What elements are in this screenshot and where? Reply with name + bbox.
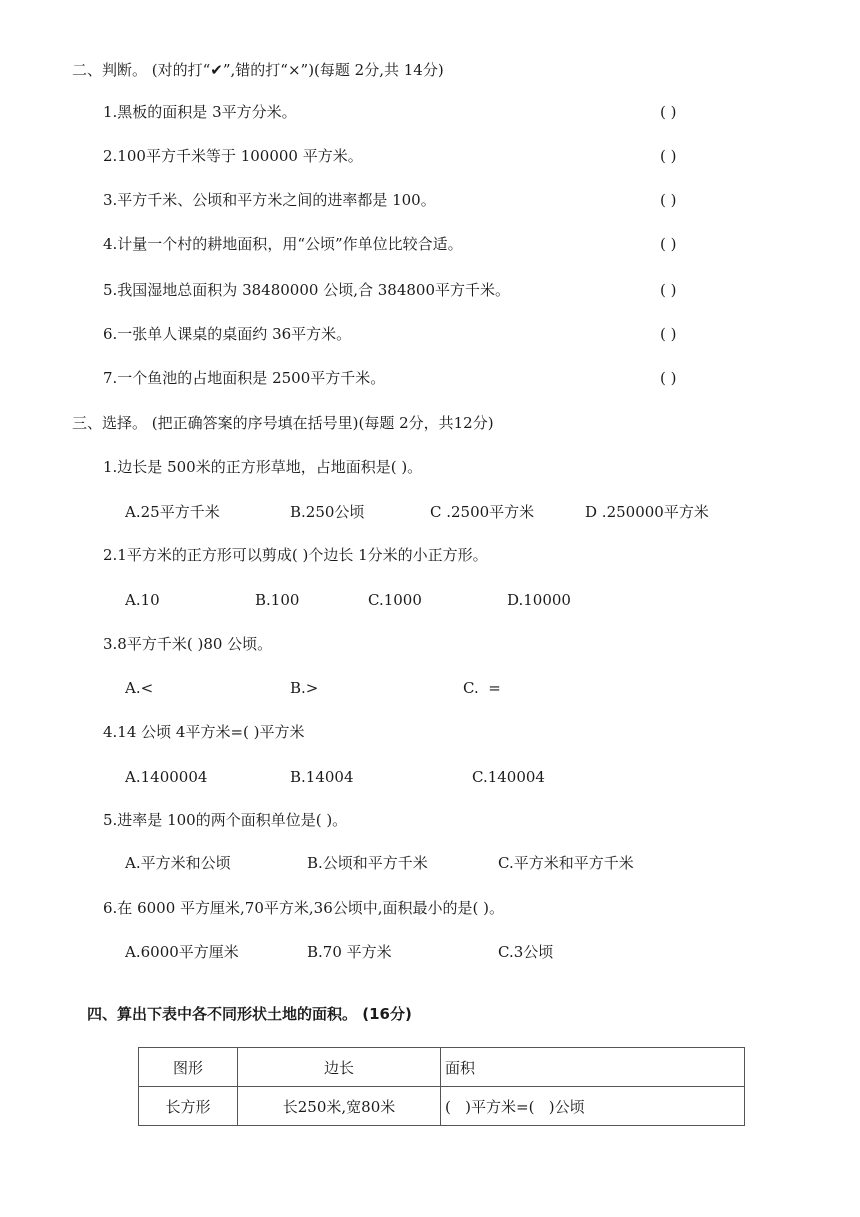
table-header-row	[139, 1048, 745, 1087]
q4-option-c[interactable]: C.140004	[472, 768, 545, 786]
area-table	[138, 1047, 745, 1126]
q6-option-b[interactable]: B.70 平方米	[307, 943, 392, 961]
q2-option-a[interactable]: A.10	[125, 591, 160, 609]
judge-item-1: 1.黑板的面积是 3平方分米。	[103, 103, 297, 121]
q5-option-a[interactable]: A.平方米和公顷	[125, 854, 231, 872]
judge-item-7: 7.一个鱼池的占地面积是 2500平方千米。	[103, 369, 386, 387]
choice-question-6: 6.在 6000 平方厘米,70平方米,36公顷中,面积最小的是( )。	[103, 899, 504, 917]
choice-question-2: 2.1平方米的正方形可以剪成( )个边长 1分米的小正方形。	[103, 546, 488, 564]
table-header-side: 边长	[238, 1048, 441, 1087]
q1-option-a[interactable]: A.25平方千米	[125, 503, 220, 521]
judge-item-4: 4.计量一个村的耕地面积，用“公顷”作单位比较合适。	[103, 235, 463, 253]
judge-answer-paren-5[interactable]: ( )	[660, 281, 677, 299]
judge-answer-paren-7[interactable]: ( )	[660, 369, 677, 387]
q1-option-b[interactable]: B.250公顷	[290, 503, 365, 521]
q6-option-c[interactable]: C.3公顷	[498, 943, 554, 961]
choice-question-4: 4.14 公顷 4平方米=( )平方米	[103, 723, 305, 741]
q2-option-c[interactable]: C.1000	[368, 591, 422, 609]
judge-answer-paren-2[interactable]: ( )	[660, 147, 677, 165]
q2-option-d[interactable]: D.10000	[507, 591, 571, 609]
q1-option-d[interactable]: D .250000平方米	[585, 503, 709, 521]
table-cell-shape: 长方形	[139, 1087, 238, 1126]
table-row	[139, 1087, 745, 1126]
choice-question-1: 1.边长是 500米的正方形草地，占地面积是( )。	[103, 458, 423, 476]
table-header-shape: 图形	[139, 1048, 238, 1087]
section3-title: 三、选择。 (把正确答案的序号填在括号里)(每题 2分，共12分)	[72, 414, 494, 432]
judge-item-2: 2.100平方千米等于 100000 平方米。	[103, 147, 363, 165]
choice-question-5: 5.进率是 100的两个面积单位是( )。	[103, 811, 348, 829]
q1-option-c[interactable]: C .2500平方米	[430, 503, 535, 521]
choice-question-3: 3.8平方千米( )80 公顷。	[103, 635, 273, 653]
q4-option-b[interactable]: B.14004	[290, 768, 354, 786]
section4-title: 四、算出下表中各不同形状土地的面积。 (16分)	[87, 1005, 412, 1023]
table-cell-side: 长250米,宽80米	[238, 1087, 441, 1126]
q3-option-a[interactable]: A.<	[125, 679, 154, 697]
judge-answer-paren-6[interactable]: ( )	[660, 325, 677, 343]
judge-answer-paren-1[interactable]: ( )	[660, 103, 677, 121]
q5-option-b[interactable]: B.公顷和平方千米	[307, 854, 428, 872]
q3-option-c[interactable]: C. =	[463, 679, 501, 697]
judge-item-6: 6.一张单人课桌的桌面约 36平方米。	[103, 325, 352, 343]
q4-option-a[interactable]: A.1400004	[125, 768, 208, 786]
q2-option-b[interactable]: B.100	[255, 591, 300, 609]
table-cell-area-answer[interactable]: ( )平方米=( )公顷	[441, 1087, 745, 1126]
judge-answer-paren-3[interactable]: ( )	[660, 191, 677, 209]
judge-item-3: 3.平方千米、公顷和平方米之间的进率都是 100。	[103, 191, 436, 209]
q5-option-c[interactable]: C.平方米和平方千米	[498, 854, 634, 872]
section2-title: 二、判断。 (对的打“✔”,错的打“×”)(每题 2分,共 14分)	[72, 61, 444, 79]
q6-option-a[interactable]: A.6000平方厘米	[125, 943, 239, 961]
q3-option-b[interactable]: B.>	[290, 679, 319, 697]
judge-answer-paren-4[interactable]: ( )	[660, 235, 677, 253]
judge-item-5: 5.我国湿地总面积为 38480000 公顷,合 384800平方千米。	[103, 281, 510, 299]
table-header-area: 面积	[441, 1048, 745, 1087]
